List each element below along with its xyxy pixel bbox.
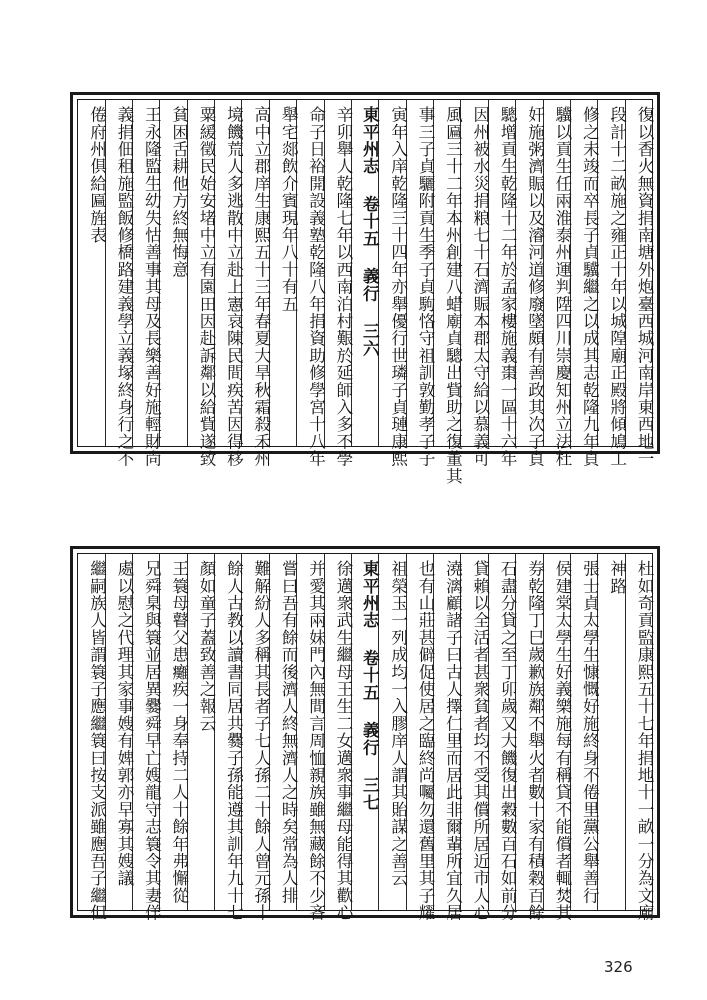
text-column: 粟緩徵民始安堵中立有園田因赴訴鄰以給貲遂致 — [187, 100, 214, 446]
text-column: 顏如童子蓋致善之報云 — [187, 554, 214, 910]
text-column: 貸賴以全活者甚衆貧者均不受其償所居近市人心 — [460, 554, 487, 910]
text-column: 因州被水災捐粮七十石濟賑本郡太守給以慕義可 — [460, 100, 487, 446]
text-column: 復以香火無資捐南塘外炮臺西城河南岸東西地一 — [625, 100, 652, 446]
text-column: 舉宅郯飲介賓現年八十有五 — [269, 100, 296, 446]
text-column: 寅年入庠乾隆三十四年亦舉優行世璘子貞璉康熙 — [378, 100, 405, 446]
text-column: 事三子貞驪附貢生季子貞駒恪守祖訓敦勤孝子子 — [406, 100, 433, 446]
top-inner-frame — [77, 99, 654, 485]
text-column: 徐邁衆武生繼母王生二女邁衆事繼母能得其歡心 — [324, 554, 351, 910]
text-column: 修之未竣而卒長子貞驥繼之以成其志乾隆九年貞 — [570, 100, 597, 446]
text-column: 券乾隆丁巳歲歉族鄰不舉火者數十家有積穀百餘 — [515, 554, 542, 910]
text-column: 餘人古教以讀書同居共爨子孫能遵其訓年九十七 — [214, 554, 241, 910]
text-column: 并愛其兩妹門內無間言周恤親族雖無藏餘不少吝 — [296, 554, 323, 910]
text-column: 高中立郡庠生康熙五十三年春夏大旱秋霜殺禾州 — [241, 100, 268, 446]
text-column: 侯建棠太學生好義樂施每有稱貸不能償者輒焚其 — [543, 554, 570, 910]
text-column: 澆漓顧諸子曰古人擇仁里而居此非爾輩所宜久居 — [433, 554, 460, 910]
text-column: 祖榮玉一列成均一入膠庠人謂其貽謀之善云 — [378, 554, 405, 910]
text-column: 段計十二畝施之雍正十年以城隍廟正殿將傾鳩工 — [597, 100, 624, 446]
text-column: 嘗曰吾有餘而後濟人終無濟人之時矣常為人排 — [269, 554, 296, 910]
text-column: 難解紛人多稱其長者子七人孫二十餘人曾元孫十 — [241, 554, 268, 910]
text-column: 杜如奇貢監康熙五十七年捐地十一畝一分為文廟 — [625, 554, 652, 910]
bottom-text-block — [70, 546, 660, 922]
text-column: 驥以貢生任兩淮泰州運判陞四川崇慶知州立法杜 — [543, 100, 570, 446]
text-column: 繼嗣族人皆謂簑子應繼簑曰按支派雖應吾子繼但 — [87, 560, 107, 922]
text-column: 處以慰之代理其家事嫂有婢郭亦早寡其嫂議 — [105, 554, 132, 910]
text-column: 兄舜臬與簑並居異爨舜早亡嫂龍守志簑令其妻佯 — [132, 554, 159, 910]
text-column: 東平州志 卷十五 義行 三七 — [351, 554, 378, 910]
text-column: 張士貞太學生慷慨好施終身不倦里黨公舉善行 — [570, 554, 597, 910]
text-column: 也有山莊甚僻促使居之臨終尚囑勿還舊里其子耀 — [406, 554, 433, 910]
text-column: 義捐佃租施監飯修橋路建義學立義塚終身行之不 — [105, 100, 132, 446]
text-column: 貧困舌耕他方終無悔意 — [159, 100, 186, 446]
page-number: 326 — [604, 958, 633, 976]
text-column: 王簑母瞽父患癱疾一身奉持二人十餘年弗懈從 — [159, 554, 186, 910]
text-column: 倦府州俱給匾旌表 — [87, 106, 107, 244]
text-column: 命子日裕開設義塾乾隆八年捐資助修學宮十八年 — [296, 100, 323, 446]
text-column: 石盡分貸之至丁卯歲又大饑復出穀數百石如前分 — [488, 554, 515, 910]
bottom-columns — [78, 554, 654, 922]
text-column: 奸施粥濟賑以及濬河道修廢墜頗有善政其次子貞 — [515, 100, 542, 446]
text-column: 東平州志 卷十五 義行 三六 — [351, 100, 378, 446]
text-column: 王永隆監生幼失怙善事其母及長樂善好施輕財尚 — [132, 100, 159, 446]
top-text-block — [70, 92, 660, 485]
text-column: 神路 — [597, 554, 624, 910]
bottom-inner-frame — [77, 553, 654, 922]
text-column: 境饑荒人多逃散中立赴上憲哀陳民間疾苦因得移 — [214, 100, 241, 446]
text-column: 辛卯舉人乾隆七年以西南泊村艱於延師入多不學 — [324, 100, 351, 446]
text-column: 驄增貢生乾隆十二年於孟家樓施義棗一區十六年 — [488, 100, 515, 446]
text-column: 風匾三十二年本州創建八蜡廟貞驄出貲助之復董其 — [433, 100, 460, 446]
top-columns — [78, 100, 654, 485]
